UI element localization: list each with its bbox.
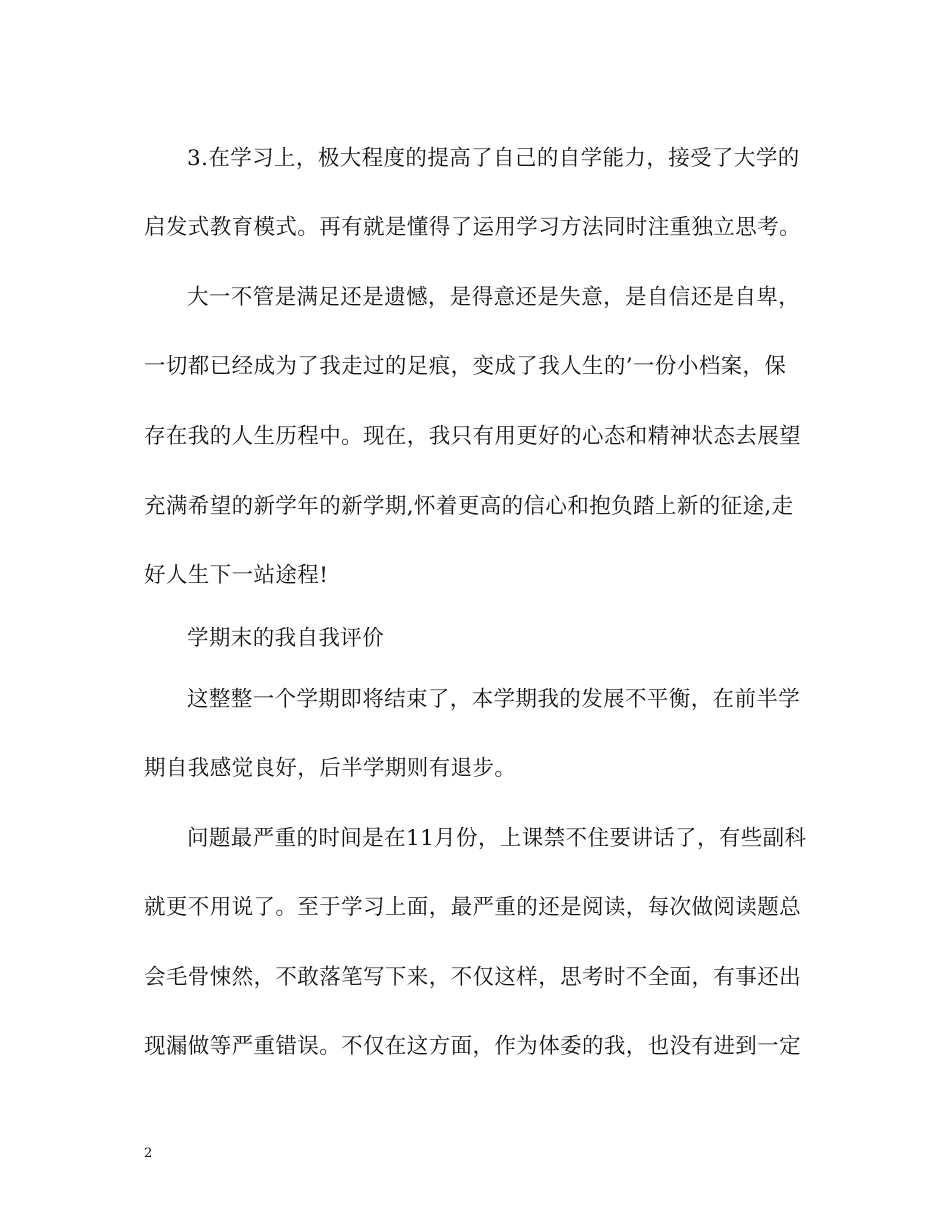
- text-line: 一切都已经成为了我走过的足痕，变成了我人生的’一份小档案，保: [144, 354, 787, 379]
- text-line: 现漏做等严重错误。不仅在这方面，作为体委的我，也没有进到一定: [144, 1034, 802, 1059]
- text-line: 就更不用说了。至于学习上面，最严重的还是阅读，每次做阅读题总: [144, 895, 802, 920]
- page-number: 2: [144, 1146, 153, 1161]
- text-line: 会毛骨悚然，不敢落笔写下来，不仅这样，思考时不全面，有事还出: [144, 965, 802, 990]
- text-line: 好人生下一站途程!: [144, 563, 329, 588]
- text-line: 期自我感觉良好，后半学期则有退步。: [144, 756, 517, 781]
- text-line: 存在我的人生历程中。现在，我只有用更好的心态和精神状态去展望: [144, 424, 802, 449]
- section-heading: 学期末的我自我评价: [187, 626, 385, 651]
- text-line: 问题最严重的时间是在11月份，上课禁不住要讲话了，有些副科: [187, 826, 807, 851]
- text-line: 大一不管是满足还是遗憾，是得意还是失意，是自信还是自卑，: [187, 285, 801, 310]
- text-line: 启发式教育模式。再有就是懂得了运用学习方法同时注重独立思考。: [144, 215, 802, 240]
- text-line: 这整整一个学期即将结束了，本学期我的发展不平衡，在前半学: [187, 687, 801, 712]
- text-line: 充满希望的新学年的新学期,怀着更高的信心和抱负踏上新的征途,走: [144, 494, 794, 519]
- text-line: 3.在学习上，极大程度的提高了自己的自学能力，接受了大学的: [187, 146, 800, 171]
